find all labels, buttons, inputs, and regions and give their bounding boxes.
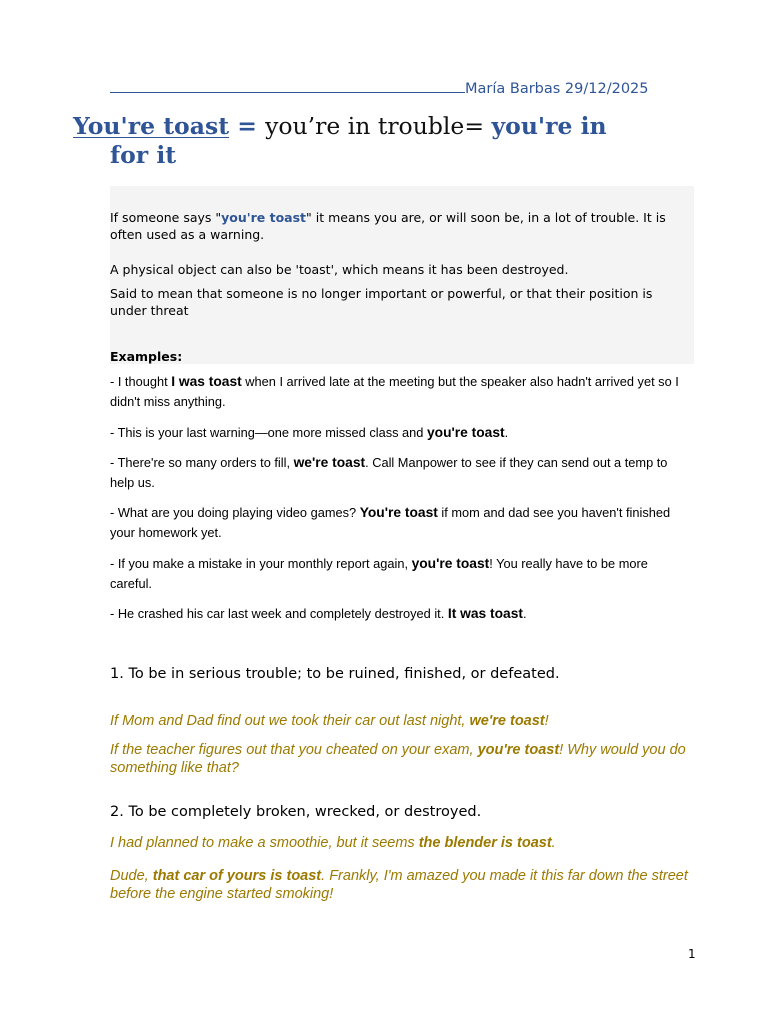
- sense-1-example-1: If Mom and Dad find out we took their car out last night, we're toast!: [110, 713, 549, 729]
- example-item: - What are you doing playing video games? You're toast if mom and dad see you haven't finished your homework yet.: [110, 505, 671, 540]
- sense-2-example-1: I had planned to make a smoothie, but it seems the blender is toast.: [110, 835, 556, 851]
- example-item: - There're so many orders to fill, we're toast. Call Manpower to see if they can send out a temp to help us.: [110, 455, 668, 490]
- title-alt-part2: for it: [110, 141, 177, 169]
- sense-2-example-2: Dude, that car of yours is toast. Frankly, I'm amazed you made it this far down the street before the engine started smoking!: [110, 868, 688, 902]
- examples-heading: Examples:: [110, 349, 183, 364]
- example-item: - This is your last warning—one more missed class and you're toast.: [110, 425, 509, 440]
- example-item: - If you make a mistake in your monthly report again, you're toast! You really have to be more careful.: [110, 556, 648, 591]
- definition-paragraph-2: A physical object can also be 'toast', which means it has been destroyed.: [110, 262, 569, 277]
- page-number: 1: [688, 947, 696, 961]
- example-item: - He crashed his car last week and completely destroyed it. It was toast.: [110, 606, 527, 621]
- sense-1-example-2: If the teacher figures out that you cheated on your exam, you're toast! Why would you do something like that?: [110, 742, 686, 776]
- title-equals: =: [229, 112, 266, 140]
- definition-box: [110, 186, 694, 364]
- author-date: María Barbas 29/12/2025: [465, 81, 649, 97]
- page-title: [73, 112, 713, 170]
- definition-paragraph-1: If someone says "you're toast" it means you are, or will soon be, in a lot of trouble. It is often used as a warning.: [110, 210, 666, 242]
- title-equals-2: =: [464, 112, 492, 140]
- sense-2-heading: 2. To be completely broken, wrecked, or destroyed.: [110, 804, 482, 820]
- definition-keyword: you're toast: [221, 210, 307, 225]
- sense-1-heading: 1. To be in serious trouble; to be ruined, finished, or defeated.: [110, 666, 560, 682]
- definition-paragraph-3: Said to mean that someone is no longer important or powerful, or that their position is under threat: [110, 286, 653, 318]
- signature-line: [110, 78, 465, 93]
- title-term: You're toast: [73, 112, 230, 140]
- example-item: - I thought I was toast when I arrived late at the meeting but the speaker also hadn't arrived yet so I didn't miss anything.: [110, 374, 679, 409]
- title-meaning: you’re in trouble: [265, 112, 465, 140]
- title-alt-part1: you're in: [491, 112, 607, 140]
- document-header: [110, 78, 649, 97]
